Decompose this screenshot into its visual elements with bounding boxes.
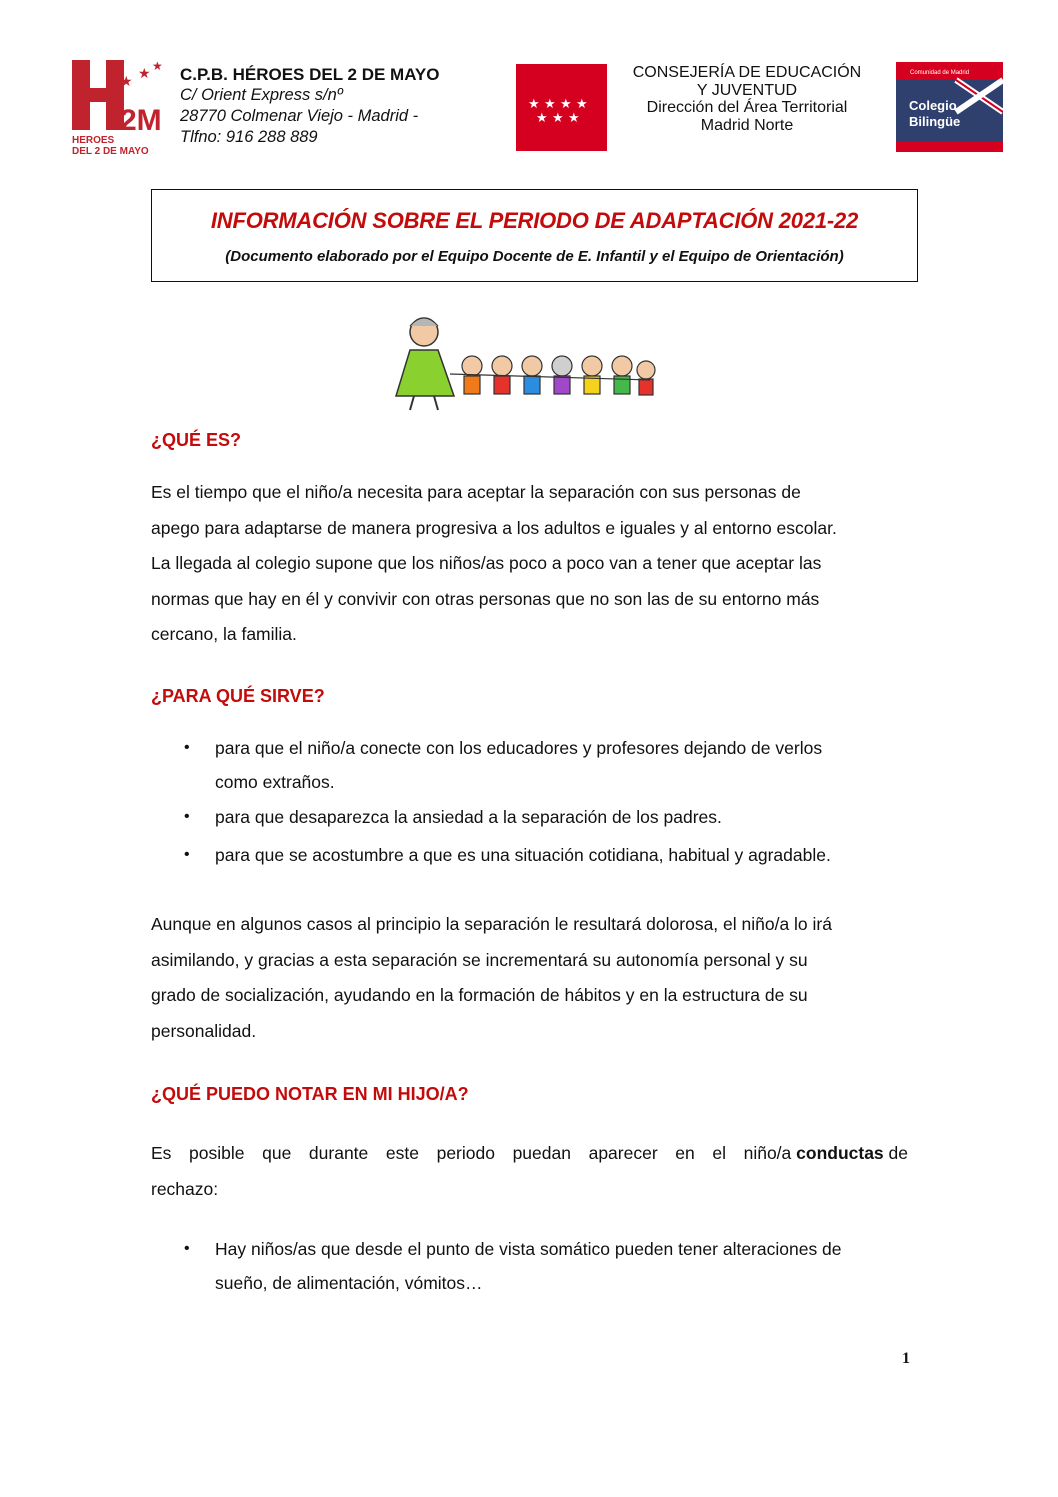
paragraph-line: cercano, la familia. [151, 624, 297, 644]
page-number: 1 [902, 1350, 910, 1367]
bullet-icon: • [184, 808, 190, 825]
line-text: de [883, 1143, 908, 1163]
heading-para-que-sirve: ¿PARA QUÉ SIRVE? [151, 686, 325, 706]
bullet-icon: • [184, 739, 190, 756]
colegio-bilingue-badge [896, 62, 1003, 152]
paragraph-que-es [151, 475, 908, 653]
bullet-icon: • [184, 846, 190, 863]
school-address-line1: C/ Orient Express s/nº [180, 86, 343, 104]
bullet-line: sueño, de alimentación, vómitos… [215, 1273, 483, 1293]
paragraph-line: Aunque en algunos casos al principio la separación le resultará dolorosa, el niño/a lo irá [151, 914, 832, 934]
paragraph-aunque [151, 907, 908, 1049]
bullet-item [184, 800, 915, 834]
logo-letters: 2M [120, 104, 162, 137]
bullet-item [184, 1232, 915, 1300]
bullet-item [184, 838, 915, 872]
bullet-line: para que desaparezca la ansiedad a la separación de los padres. [215, 807, 722, 827]
svg-text:★: ★ [528, 97, 540, 112]
school-address-line2: 28770 Colmenar Viejo - Madrid - [180, 107, 419, 125]
bilingue-line2: Bilingüe [909, 114, 961, 129]
svg-text:★: ★ [552, 111, 564, 126]
children-holding-hands-illustration [380, 314, 660, 414]
svg-text:★: ★ [544, 97, 556, 112]
svg-text:★: ★ [536, 111, 548, 126]
document-subtitle: (Documento elaborado por el Equipo Docente de E. Infantil y el Equipo de Orientación) [225, 248, 844, 265]
svg-text:★: ★ [568, 111, 580, 126]
paragraph-line [151, 1136, 908, 1172]
bold-term: conductas [796, 1143, 884, 1163]
line-text: Es posible que durante este periodo puedan aparecer en el niño/a [151, 1143, 797, 1163]
school-phone: Tlfno: 916 288 889 [180, 128, 318, 146]
paragraph-line: Es el tiempo que el niño/a necesita para aceptar la separación con sus personas de [151, 482, 801, 502]
bilingue-line1: Colegio [909, 98, 957, 113]
paragraph-line: personalidad. [151, 1020, 257, 1041]
svg-text:★: ★ [560, 97, 572, 112]
paragraph-line: apego para adaptarse de manera progresiva a los adultos e iguales y al entorno escolar. [151, 517, 837, 538]
bullet-line: como extraños. [215, 772, 335, 792]
paragraph-line: rechazo: [151, 1178, 219, 1199]
svg-text:★: ★ [138, 66, 151, 82]
svg-text:HEROES: HEROES [72, 135, 115, 146]
bullet-line: para que el niño/a conecte con los educadores y profesores dejando de verlos [215, 738, 823, 758]
paragraph-line: asimilando, y gracias a esta separación se incrementará su autonomía personal y su [151, 949, 808, 970]
svg-text:★: ★ [152, 60, 163, 73]
bullet-item [184, 731, 915, 799]
bullet-line: Hay niños/as que desde el punto de vista somático pueden tener alteraciones de [215, 1239, 842, 1259]
document-title: INFORMACIÓN SOBRE EL PERIODO DE ADAPTACIÓN 2021-22 [210, 208, 859, 233]
school-logo [72, 60, 168, 156]
title-box [151, 189, 918, 282]
consejeria-line3: Dirección del Área Territorial [646, 99, 848, 116]
paragraph-line: grado de socialización, ayudando en la formación de hábitos y en la estructura de su [151, 985, 808, 1005]
bullet-line: para que se acostumbre a que es una situación cotidiana, habitual y agradable. [215, 845, 831, 865]
school-info [180, 64, 439, 148]
school-name: C.P.B. HÉROES DEL 2 DE MAYO [180, 65, 440, 84]
paragraph-line: normas que hay en él y convivir con otras personas que no son las de su entorno más [151, 588, 820, 609]
svg-text:DEL 2 DE MAYO: DEL 2 DE MAYO [72, 146, 149, 156]
consejeria-line4: Madrid Norte [700, 116, 794, 134]
bullet-icon: • [184, 1240, 190, 1257]
heading-que-es: ¿QUÉ ES? [151, 430, 242, 450]
paragraph-conductas [151, 1136, 908, 1207]
comunidad-madrid-flag [516, 64, 607, 151]
heading-que-puedo-notar: ¿QUÉ PUEDO NOTAR EN MI HIJO/A? [151, 1084, 469, 1104]
svg-text:★: ★ [576, 97, 588, 112]
paragraph-line: La llegada al colegio supone que los niños/as poco a poco van a tener que aceptar las [151, 553, 822, 573]
svg-text:★: ★ [120, 74, 133, 90]
consejeria-line1: CONSEJERÍA DE EDUCACIÓN [632, 64, 862, 81]
bilingue-top-text: Comunidad de Madrid [910, 70, 970, 76]
consejeria-line2: Y JUVENTUD [696, 81, 798, 99]
consejeria-block [614, 64, 880, 134]
